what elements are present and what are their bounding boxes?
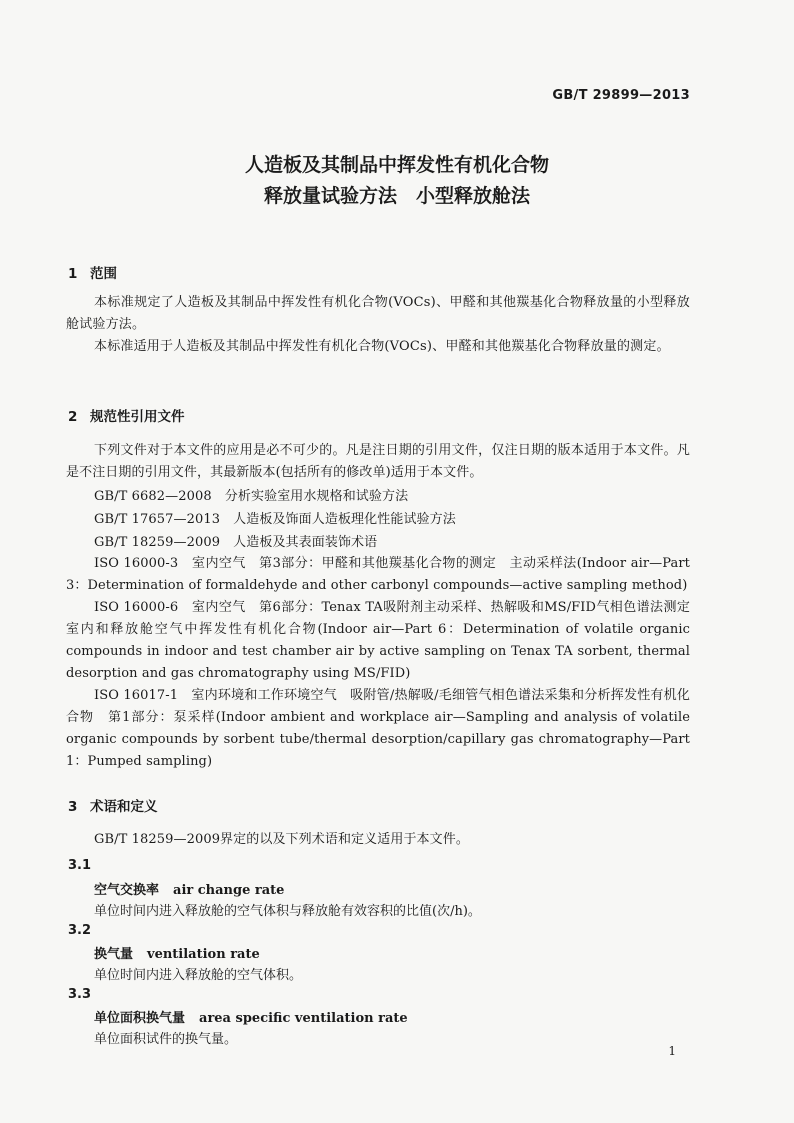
reference-item: ISO 16000-6 室内空气 第6部分：Tenax TA吸附剂主动采样、热解吸和MS/FID气相色谱法测定室内和释放舱空气中挥发性有机化合物(Indoor air—Part 6：Determination of volatile organic compounds in indoor and test chamber air by active sampling on Tenax TA sorbent, thermal desorption and gas chromatography using MS/FID) — [66, 600, 690, 681]
term-name-zh: 空气交换率 — [94, 883, 160, 898]
term-name-zh: 换气量 — [94, 947, 134, 962]
term-definition: 单位面积试件的换气量。 — [94, 1032, 238, 1047]
term-name-en: ventilation rate — [147, 947, 260, 962]
scope-paragraph-1: 本标准规定了人造板及其制品中挥发性有机化合物(VOCs)、甲醛和其他羰基化合物释放量的小型释放舱试验方法。 — [66, 295, 690, 332]
section-heading-scope — [68, 262, 117, 282]
title-line-1: 人造板及其制品中挥发性有机化合物 — [244, 154, 549, 176]
standard-code: GB/T 29899—2013 — [552, 88, 690, 103]
term-name-zh: 单位面积换气量 — [94, 1011, 186, 1026]
reference-item: ISO 16000-3 室内空气 第3部分：甲醛和其他羰基化合物的测定 主动采样法(Indoor air—Part 3：Determination of formaldehyde and other carbonyl compounds—active sampling method) — [66, 556, 690, 593]
references-intro: 下列文件对于本文件的应用是必不可少的。凡是注日期的引用文件，仅注日期的版本适用于本文件。凡是不注日期的引用文件，其最新版本(包括所有的修改单)适用于本文件。 — [66, 443, 690, 480]
page-number: 1 — [668, 1044, 676, 1058]
reference-item: GB/T 6682—2008 分析实验室用水规格和试验方法 — [94, 489, 409, 504]
term-name-en: area specific ventilation rate — [199, 1011, 408, 1026]
title-line-2: 释放量试验方法 小型释放舱法 — [263, 185, 530, 207]
scope-paragraph-2: 本标准适用于人造板及其制品中挥发性有机化合物(VOCs)、甲醛和其他羰基化合物释放量的测定。 — [94, 339, 670, 354]
term-number: 3.1 — [68, 858, 92, 873]
document-title — [0, 150, 794, 212]
term-name — [94, 943, 260, 962]
term-name — [94, 879, 284, 898]
reference-item: ISO 16017-1 室内环境和工作环境空气 吸附管/热解吸/毛细管气相色谱法采集和分析挥发性有机化合物 第1部分：泵采样(Indoor ambient and workplace air—Sampling and analysis of volatile organic compounds by sorbent tube/thermal desorption/capillary gas chromatography—Part 1：Pumped sampling) — [66, 688, 690, 769]
term-definition: 单位时间内进入释放舱的空气体积。 — [94, 968, 303, 983]
reference-item: GB/T 17657—2013 人造板及饰面人造板理化性能试验方法 — [94, 512, 456, 527]
section-heading-terms — [68, 795, 158, 815]
terms-intro: GB/T 18259—2009界定的以及下列术语和定义适用于本文件。 — [94, 832, 469, 847]
section-number: 2 — [68, 409, 78, 425]
term-definition: 单位时间内进入释放舱的空气体积与释放舱有效容积的比值(次/h)。 — [94, 904, 481, 919]
section-title: 术语和定义 — [90, 799, 158, 815]
section-title: 范围 — [90, 266, 117, 282]
reference-item: GB/T 18259—2009 人造板及其表面装饰术语 — [94, 535, 378, 550]
section-title: 规范性引用文件 — [90, 409, 185, 425]
section-heading-references — [68, 405, 185, 425]
term-number: 3.2 — [68, 923, 92, 938]
term-name — [94, 1007, 408, 1026]
term-name-en: air change rate — [173, 883, 285, 898]
section-number: 3 — [68, 799, 78, 815]
term-number: 3.3 — [68, 987, 92, 1002]
section-number: 1 — [68, 266, 78, 282]
